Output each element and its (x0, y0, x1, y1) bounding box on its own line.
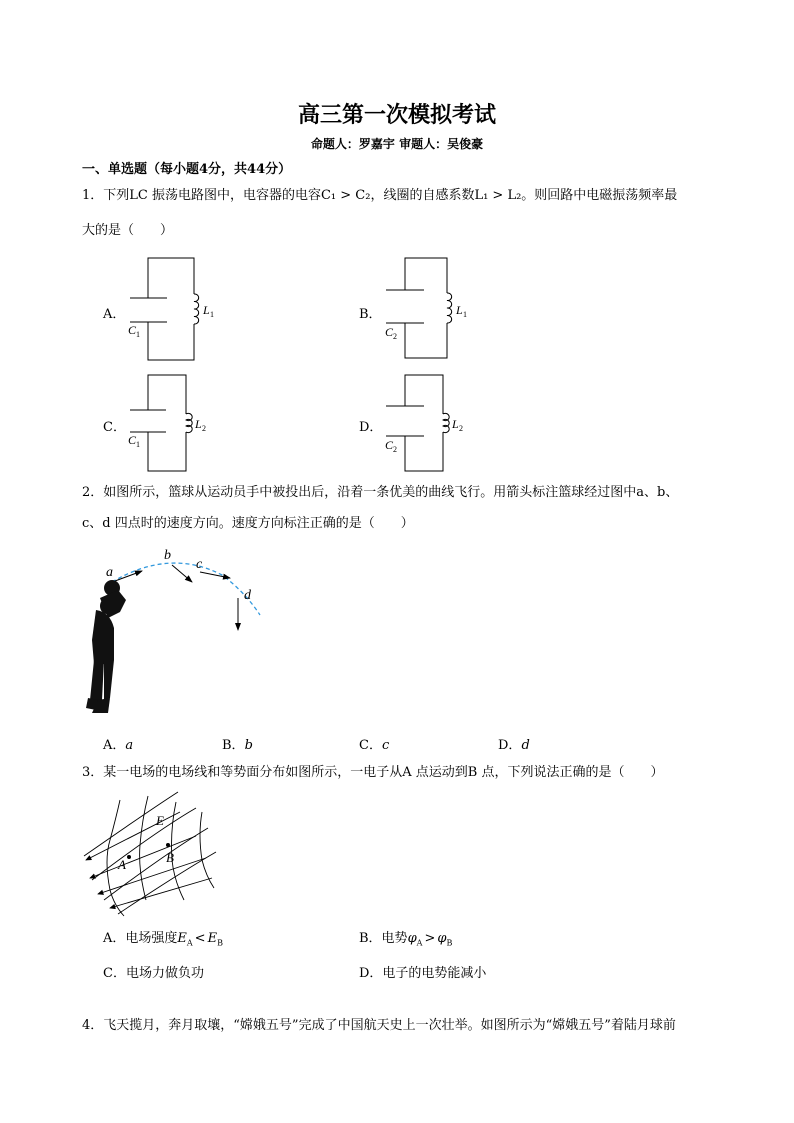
q3-option-a-relation: < (194, 931, 206, 946)
q3-option-b-phi1: φ (407, 931, 417, 946)
field-label-e: E (156, 813, 164, 828)
q1-option-d-label[interactable]: D． (359, 420, 383, 435)
q1-a-cap-sub: 1 (136, 330, 140, 339)
field-arrow-4 (110, 878, 212, 908)
q3-option-b-sub1: A (416, 938, 423, 948)
q2-option-c-value: c (381, 738, 390, 753)
q3-option-a-text: A．电场强度 (103, 931, 178, 946)
q1-stem-line2: 大的是（ ） (82, 223, 174, 238)
q1-d-ind-symbol: L (452, 417, 459, 431)
q3-option-a-sub1: A (186, 938, 193, 948)
q1-option-c-label[interactable]: C． (103, 420, 126, 435)
q3-option-b-sub2: B (446, 938, 453, 948)
q3-option-b-relation: > (424, 931, 436, 946)
point-b-dot (166, 843, 170, 847)
q3-option-b-phi2: φ (437, 931, 447, 946)
q3-option-b-text: B．电势 (359, 931, 408, 946)
q1-c-ind-symbol: L (195, 417, 202, 431)
section-heading: 一、单选题（每小题4分，共44分） (82, 162, 292, 177)
q3-stem-line1: 3．某一电场的电场线和等势面分布如图所示，一电子从A 点运动到B 点，下列说法正确的是（ ） (82, 765, 664, 780)
q3-option-a[interactable] (103, 927, 223, 948)
q2-option-a-value: a (125, 738, 134, 753)
field-line-4 (200, 812, 214, 888)
point-d-label: d (244, 588, 251, 603)
q1-c-ind-sub: 2 (202, 424, 206, 433)
q1-c-cap-sub: 1 (136, 440, 140, 449)
page-title: 高三第一次模拟考试 (297, 103, 496, 128)
point-c-label: c (196, 557, 203, 572)
q2-option-c-label: C． (359, 738, 382, 753)
authors-line: 命题人：罗嘉宇 审题人：吴俊豪 (310, 137, 484, 151)
point-a-label: a (106, 565, 113, 580)
q2-stem-line2: c、d 四点时的速度方向。速度方向标注正确的是（ ） (82, 516, 414, 531)
q2-stem-line1: 2．如图所示，篮球从运动员手中被投出后，沿着一条优美的曲线飞行。用箭头标注篮球经过图中a、b、 (82, 485, 679, 500)
q1-a-cap-symbol: C (128, 323, 137, 337)
q3-option-a-sub2: B (217, 938, 223, 948)
q2-option-d-label: D． (498, 738, 522, 753)
q2-option-a-label: A． (103, 738, 126, 753)
q1-d-cap-symbol: C (385, 438, 394, 452)
q1-a-ind-sub: 1 (210, 310, 214, 319)
q1-b-ind-symbol: L (456, 303, 463, 317)
q3-option-a-e2: E (207, 931, 218, 946)
q1-stem-line1: 1．下列LC 振荡电路图中，电容器的电容C₁ > C₂，线圈的自感系数L₁ > L₂。则回路中电磁振荡频率最 (82, 188, 678, 203)
q1-c-cap-symbol: C (128, 433, 137, 447)
q1-a-ind-symbol: L (203, 303, 210, 317)
q2-option-b-value: b (244, 738, 253, 753)
q2-option-b-label: B． (222, 738, 245, 753)
q1-d-ind-sub: 2 (459, 424, 463, 433)
q1-option-b-label[interactable]: B． (359, 307, 382, 322)
point-a-label-q3: A (118, 857, 126, 872)
q3-option-c[interactable]: C．电场力做负功 (103, 966, 204, 981)
q3-option-d[interactable]: D．电子的电势能减小 (359, 966, 487, 981)
q1-b-cap-sub: 2 (393, 332, 397, 341)
point-b-label-q3: B (166, 850, 174, 865)
q1-b-cap-symbol: C (385, 325, 394, 339)
q2-option-d-value: d (521, 738, 530, 753)
point-b-label: b (164, 548, 171, 563)
q1-option-a-label[interactable]: A． (103, 307, 126, 322)
q3-option-b[interactable] (359, 927, 452, 948)
field-line-2 (140, 796, 148, 900)
q4-stem-line1: 4．飞天揽月，奔月取壤，“嫦娥五号”完成了中国航天史上一次壮举。如图所示为“嫦娥五号”着陆月球前 (82, 1018, 676, 1033)
q1-b-ind-sub: 1 (463, 310, 467, 319)
point-a-dot (127, 855, 131, 859)
q1-d-cap-sub: 2 (393, 445, 397, 454)
q3-option-a-e1: E (177, 931, 187, 946)
